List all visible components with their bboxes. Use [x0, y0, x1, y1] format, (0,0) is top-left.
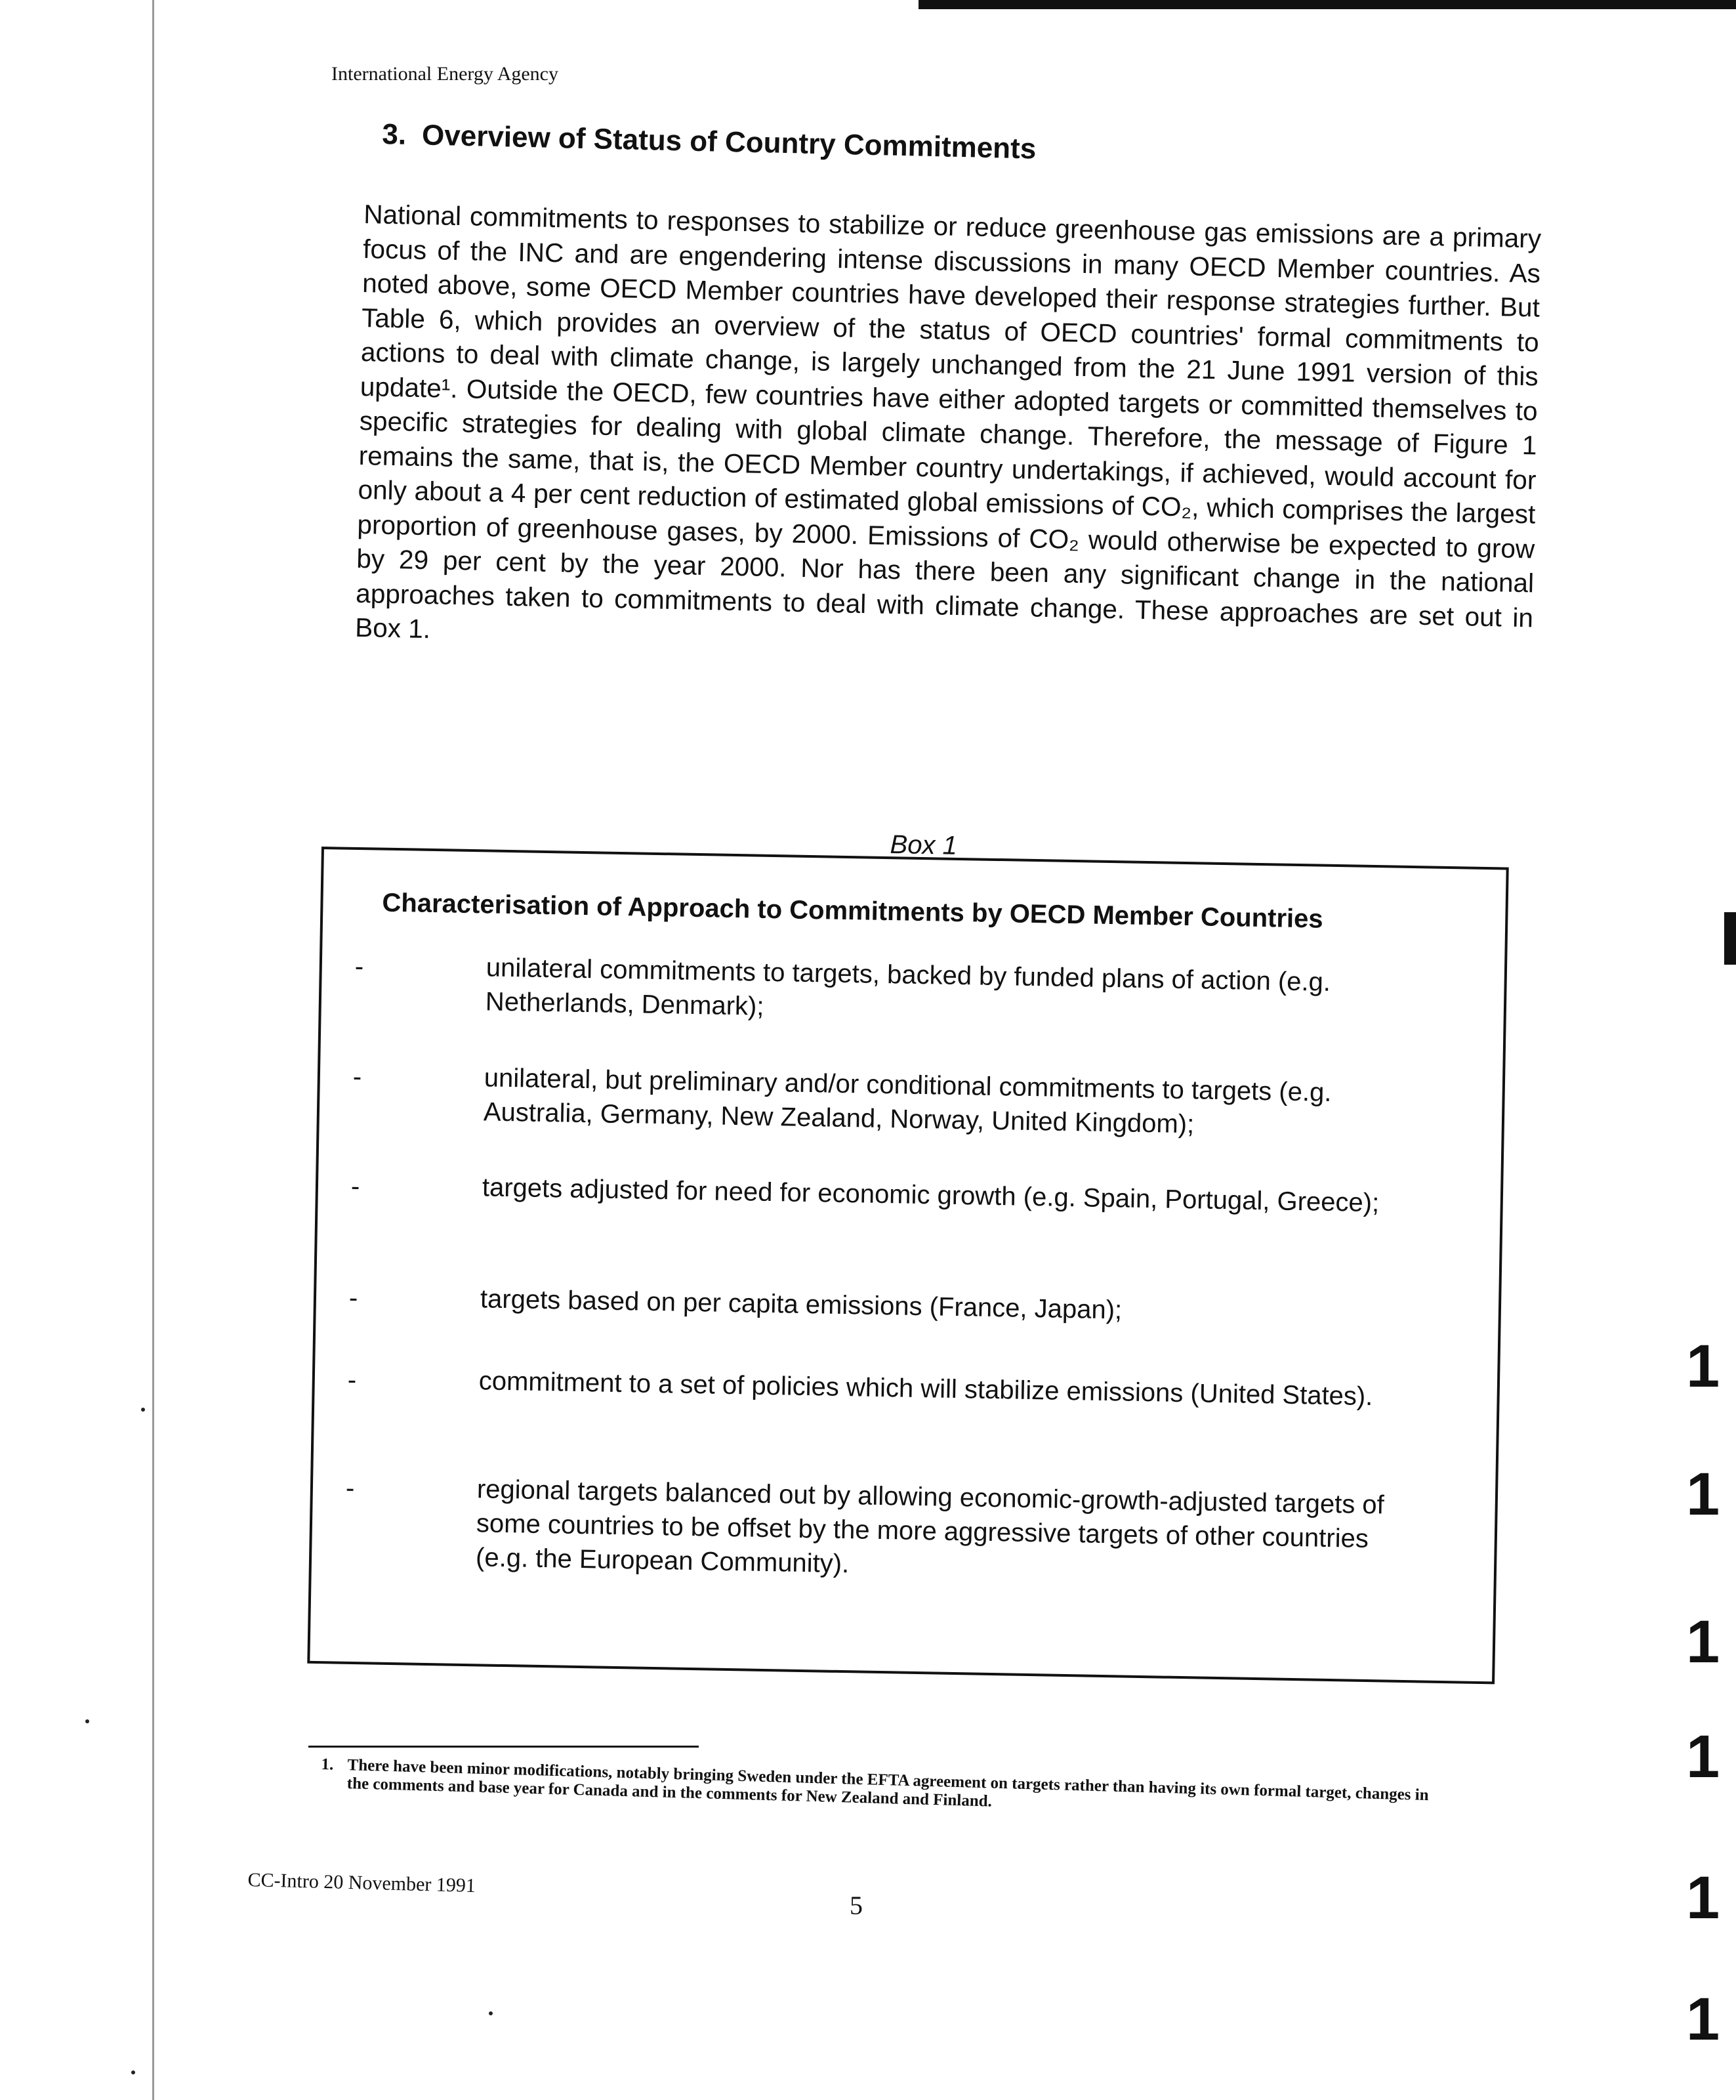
box-item [320, 1058, 1508, 1139]
box-item-text: regional targets balanced out by allowing economic-growth-adjusted targets of some countries to be offset by the more aggressive targets of other countries (e.g. the European Community). [475, 1475, 1385, 1579]
section-title: Overview of Status of Country Commitments [421, 119, 1037, 165]
box-title: Characterisation of Approach to Commitments by OECD Member Countries [382, 888, 1323, 934]
scan-speck [141, 1408, 145, 1412]
box-caption: Box 1 [890, 830, 958, 860]
section-heading [382, 118, 1037, 166]
footnote-rule [308, 1746, 699, 1748]
bullet-dash: - [350, 1171, 360, 1202]
box-item-text: targets based on per capita emissions (France, Japan); [480, 1284, 1123, 1325]
scan-speck [489, 2011, 493, 2015]
edge-mark: 1 [1686, 1333, 1720, 1400]
edge-bar [1724, 912, 1736, 965]
left-margin-line [152, 0, 154, 2100]
box-item [318, 1167, 1506, 1218]
edge-mark: 1 [1686, 1986, 1720, 2053]
top-edge-rule [919, 0, 1736, 9]
bullet-dash: - [354, 952, 364, 982]
box-item [322, 948, 1510, 1021]
footnote [321, 1755, 1449, 1811]
box-item [315, 1361, 1502, 1412]
bullet-dash: - [345, 1473, 355, 1503]
edge-mark: 1 [1686, 1608, 1720, 1675]
bullet-dash: - [347, 1365, 357, 1395]
edge-mark: 1 [1686, 1723, 1720, 1790]
bullet-dash: - [352, 1062, 362, 1092]
body-paragraph: National commitments to responses to stabilize or reduce greenhouse gas emissions are a primary focus of the INC and are engendering intense discussions in many OECD Member countries. As noted above, some OECD Member countries have developed their response strategies further. But Table 6, which provides an overview of the status of OECD countries' formal commitments to actions to deal with climate change, is largely unchanged from the 21 June 1991 version of this update¹. Outside the OECD, few countries have either adopted targets or committed themselves to specific strategies for dealing with global climate change. Therefore, the message of Figure 1 remains the same, that is, the OECD Member country undertakings, if achieved, would account for only about a 4 per cent reduction of estimated global emissions of CO₂, which comprises the largest proportion of greenhouse gases, by 2000. Emissions of CO₂ would otherwise be expected to grow by 29 per cent by the year 2000. Nor has there been any significant change in the national approaches taken to commitments to deal with climate change. These approaches are set out in Box 1. [354, 198, 1542, 644]
scan-speck [131, 2070, 135, 2074]
box-item-text: unilateral commitments to targets, backed by funded plans of action (e.g. Netherlands, Denmark); [485, 953, 1331, 1021]
box-item-text: targets adjusted for need for economic growth (e.g. Spain, Portugal, Greece); [482, 1173, 1380, 1218]
box-1 [307, 847, 1508, 1684]
footnote-number: 1. [321, 1755, 334, 1774]
footnote-text: There have been minor modifications, notably bringing Sweden under the EFTA agreement on targets rather than having its own formal target, changes in the comments and base year for Canada and in the comments for New Zealand and Finland. [346, 1756, 1429, 1811]
box-item [313, 1469, 1500, 1579]
box-item-text: unilateral, but preliminary and/or conditional commitments to targets (e.g. Australia, Germany, New Zealand, Norway, United Kingdom); [483, 1063, 1332, 1139]
section-number: 3. [381, 118, 407, 151]
agency-header: International Energy Agency [331, 63, 558, 85]
box-item [316, 1279, 1504, 1325]
page-number: 5 [850, 1891, 863, 1920]
bullet-dash: - [348, 1283, 358, 1313]
document-id: CC-Intro 20 November 1991 [247, 1869, 476, 1897]
scan-speck [85, 1719, 89, 1723]
edge-mark: 1 [1686, 1864, 1720, 1931]
box-item-text: commitment to a set of policies which will stabilize emissions (United States). [478, 1366, 1373, 1412]
edge-mark: 1 [1686, 1461, 1720, 1528]
